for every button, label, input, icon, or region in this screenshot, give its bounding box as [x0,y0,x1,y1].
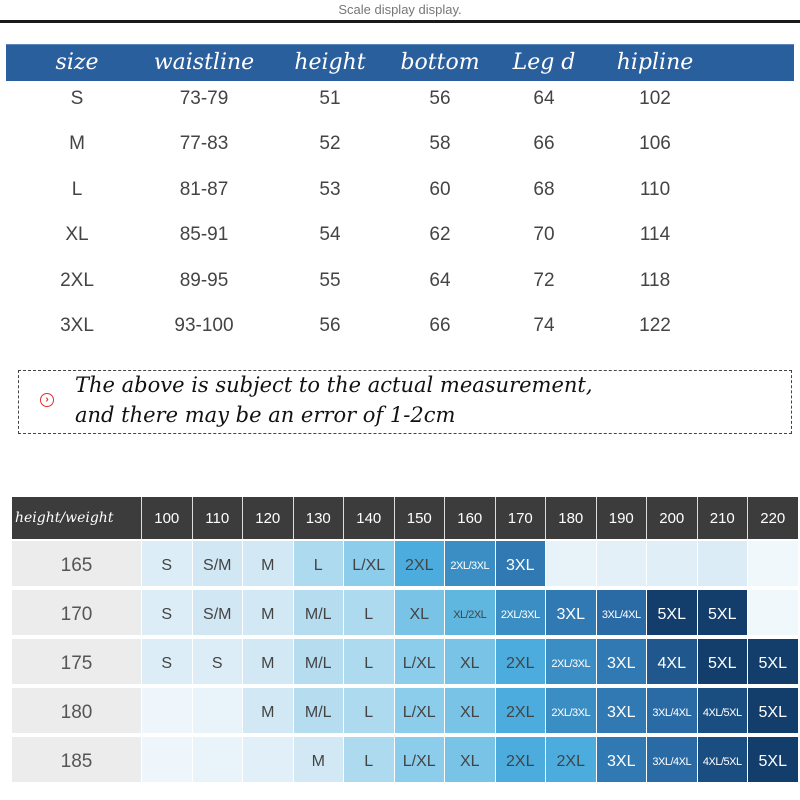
size-cell: 5XL [646,588,697,635]
size-table-cell: 53 [319,178,341,200]
size-cell: 5XL [697,637,748,684]
weight-header-cell: 160 [444,497,495,539]
size-cell: 5XL [747,735,798,782]
size-cell: 4XL/5XL [697,686,748,733]
size-cell: XL [444,686,495,733]
size-header-cell: size [55,50,99,75]
weight-header-cell: 110 [192,497,243,539]
size-cell: M/L [293,588,344,635]
size-cell: 3XL/4XL [646,735,697,782]
size-table-cell: 89-95 [179,269,229,291]
size-header-cell: height [294,50,366,75]
weight-header-cell: 120 [242,497,293,539]
size-cell [141,686,192,733]
weight-header-cell: 130 [293,497,344,539]
size-cell: L [293,539,344,586]
size-cell: L/XL [343,539,394,586]
size-table-cell: 70 [533,224,555,246]
size-cell: M [293,735,344,782]
hw-table-row [12,686,798,733]
size-cell: 2XL [495,637,546,684]
size-table-cell: 64 [429,269,451,291]
size-cell: S [192,637,243,684]
size-cell: 4XL [646,637,697,684]
height-label: 180 [12,686,141,733]
size-table-cell: 77-83 [179,133,229,155]
size-cell: 2XL/3XL [495,588,546,635]
size-cell [747,539,798,586]
size-table-cell: 66 [533,133,555,155]
weight-header-cell: 220 [747,497,798,539]
size-table-cell: 64 [533,88,555,109]
size-table-cell: 93-100 [174,315,234,336]
size-table-row [0,303,800,349]
size-cell: 5XL [747,637,798,684]
size-cell [192,686,243,733]
size-cell: S [141,588,192,635]
size-cell: L [343,637,394,684]
weight-header-cell: 100 [141,497,192,539]
size-table-cell: 55 [319,269,341,291]
size-cell: 2XL [394,539,445,586]
size-cell [697,539,748,586]
size-table-cell: 74 [533,315,555,336]
weight-header-cell: 150 [394,497,445,539]
size-table-cell: 56 [319,315,341,336]
size-table-cell: 68 [533,178,555,200]
size-cell: 2XL [545,735,596,782]
size-table-cell: M [69,133,85,155]
size-table-cell: 58 [429,133,451,155]
hw-table-row [12,588,798,635]
height-label: 175 [12,637,141,684]
size-table-cell: 73-79 [179,88,229,109]
size-table-cell: L [71,178,83,200]
size-cell: 5XL [697,588,748,635]
size-table-row [0,258,800,304]
size-cell: XL [444,637,495,684]
size-table-cell: 72 [533,269,555,291]
size-cell: XL/2XL [444,588,495,635]
height-label: 170 [12,588,141,635]
size-cell: 4XL/5XL [697,735,748,782]
size-table-cell: 60 [429,178,451,200]
size-table-cell: 51 [319,88,341,109]
size-table-cell: 114 [639,224,671,246]
size-cell: M/L [293,637,344,684]
size-cell: 3XL [596,686,647,733]
size-cell: L/XL [394,735,445,782]
size-table-cell: 85-91 [179,224,229,246]
size-table-row [0,121,800,167]
size-cell: XL [444,735,495,782]
size-cell: 2XL/3XL [545,686,596,733]
title-divider [0,20,800,23]
size-table-cell: 122 [639,315,671,336]
hw-table-row [12,735,798,782]
size-table-cell: 54 [319,224,341,246]
weight-header-cell: 200 [646,497,697,539]
size-cell: S [141,539,192,586]
size-cell: 3XL [596,735,647,782]
size-cell: L [343,588,394,635]
size-cell: S/M [192,588,243,635]
size-cell: M [242,539,293,586]
size-cell: 3XL [495,539,546,586]
size-table-cell: 118 [639,269,671,291]
size-table-cell: 52 [319,133,341,155]
size-header-cell: bottom [400,50,480,75]
size-table-row [0,76,800,122]
size-cell: 2XL [495,735,546,782]
size-cell [141,735,192,782]
hw-table-row [12,539,798,586]
size-cell: L/XL [394,637,445,684]
size-cell: L [343,686,394,733]
size-table-cell: 2XL [60,269,94,291]
weight-header-cell: 140 [343,497,394,539]
size-table-cell: 56 [429,88,451,109]
size-cell: M [242,637,293,684]
measurement-note [18,370,792,434]
note-line-2: and there may be an error of 1-2cm [75,403,456,427]
size-cell: 3XL/4XL [646,686,697,733]
size-cell [192,735,243,782]
size-table-cell: 62 [429,224,451,246]
size-cell: L/XL [394,686,445,733]
size-cell: S/M [192,539,243,586]
hw-corner-label: height/weight [15,510,114,526]
size-cell: L [343,735,394,782]
size-cell: 5XL [747,686,798,733]
size-cell: M/L [293,686,344,733]
size-cell: 2XL/3XL [444,539,495,586]
size-table-cell: 81-87 [179,178,229,200]
weight-header-cell: 170 [495,497,546,539]
size-table-cell: 66 [429,315,451,336]
size-cell: XL [394,588,445,635]
size-table-cell: 102 [639,88,671,109]
size-table-cell: XL [65,224,89,246]
size-cell: 3XL [545,588,596,635]
size-table-row [0,167,800,213]
size-cell [242,735,293,782]
size-cell: 2XL [495,686,546,733]
note-line-1: The above is subject to the actual measurement, [75,373,593,397]
weight-header-cell: 190 [596,497,647,539]
size-cell: 3XL [596,637,647,684]
weight-header-cell: 180 [545,497,596,539]
size-cell: M [242,686,293,733]
arrow-circle-icon: › [40,393,54,407]
size-cell: 2XL/3XL [545,637,596,684]
size-cell: M [242,588,293,635]
hw-header-row [12,497,798,539]
size-table-cell: 110 [639,178,671,200]
size-cell: 3XL/4XL [596,588,647,635]
size-header-cell: waistline [153,50,255,75]
size-cell [545,539,596,586]
size-table-cell: 3XL [60,315,94,336]
size-header-cell: Leg d [512,50,576,75]
size-cell: S [141,637,192,684]
size-table-cell: 106 [639,133,671,155]
size-header-cell: hipline [616,50,694,75]
size-cell [596,539,647,586]
height-label: 185 [12,735,141,782]
size-table-cell: S [70,88,84,109]
page-title: Scale display display. [338,2,462,17]
weight-header-cell: 210 [697,497,748,539]
height-label: 165 [12,539,141,586]
hw-table-row [12,637,798,684]
size-cell [747,588,798,635]
size-cell [646,539,697,586]
size-table-row [0,212,800,258]
